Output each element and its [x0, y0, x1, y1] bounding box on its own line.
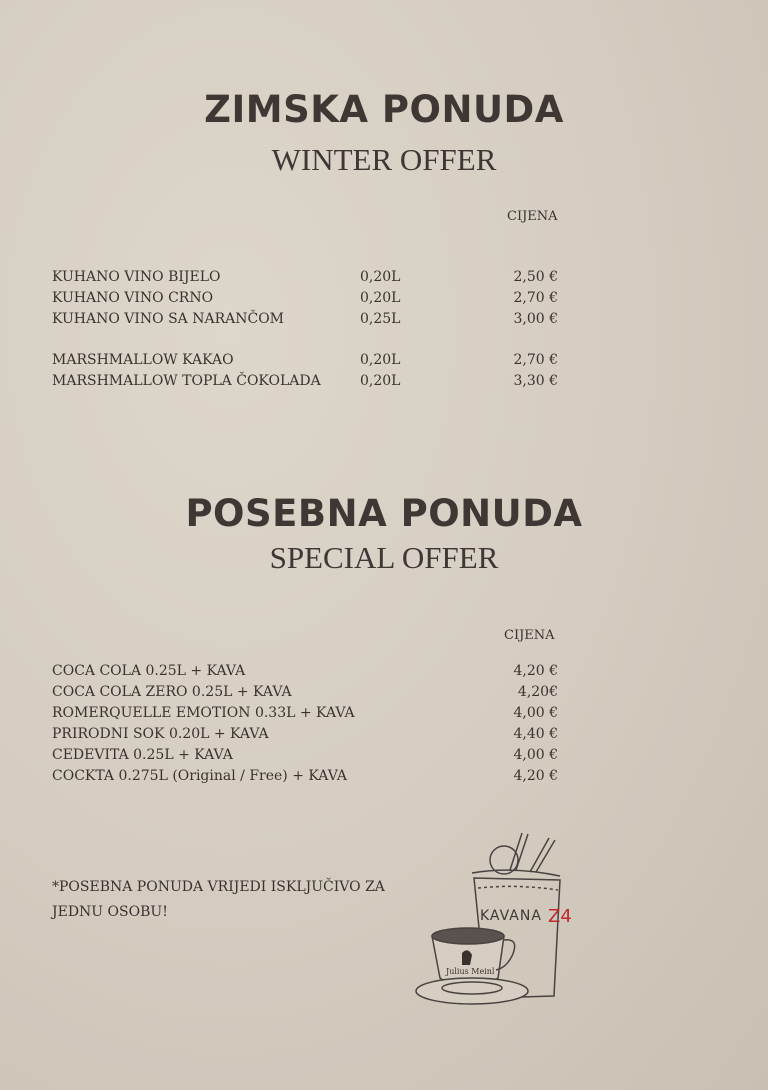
item-price: 3,30 € [513, 373, 558, 389]
menu-row [52, 747, 562, 768]
item-price: 2,50 € [513, 269, 558, 285]
special-subtitle: SPECIAL OFFER [269, 540, 499, 575]
note-line-2: JEDNU OSOBU! [52, 904, 168, 920]
winter-subtitle: WINTER OFFER [271, 142, 497, 177]
coffee-cup-icon [416, 928, 528, 1004]
item-name: CEDEVITA 0.25L + KAVA [52, 747, 233, 763]
menu-row [52, 726, 562, 747]
item-volume: 0,20L [360, 373, 401, 389]
special-note [52, 875, 385, 925]
item-price: 4,40 € [513, 726, 558, 742]
item-name: MARSHMALLOW KAKAO [52, 352, 234, 368]
item-volume: 0,20L [360, 269, 401, 285]
item-price: 2,70 € [513, 352, 558, 368]
winter-title: ZIMSKA PONUDA [204, 88, 564, 131]
winter-price-header: CIJENA [507, 209, 558, 224]
item-price: 4,20 € [513, 663, 558, 679]
item-name: COCA COLA 0.25L + KAVA [52, 663, 246, 679]
item-name: ROMERQUELLE EMOTION 0.33L + KAVA [52, 705, 355, 721]
item-name: KUHANO VINO CRNO [52, 290, 214, 306]
menu-row [52, 269, 562, 290]
item-price: 2,70 € [513, 290, 558, 306]
item-price: 3,00 € [513, 311, 558, 327]
menu-row [52, 290, 562, 311]
menu-row [52, 663, 562, 684]
cafe-logo-illustration [412, 828, 572, 1008]
menu-row [52, 768, 562, 789]
special-title: POSEBNA PONUDA [185, 492, 583, 535]
cup-brand-text: Julius Meinl [446, 967, 495, 976]
item-price: 4,20 € [513, 768, 558, 784]
note-line-1: *POSEBNA PONUDA VRIJEDI ISKLJUČIVO ZA [52, 879, 385, 895]
menu-row [52, 352, 562, 373]
item-name: PRIRODNI SOK 0.20L + KAVA [52, 726, 269, 742]
menu-row [52, 684, 562, 705]
menu-row [52, 373, 562, 394]
menu-row [52, 705, 562, 726]
item-name: COCA COLA ZERO 0.25L + KAVA [52, 684, 292, 700]
item-volume: 0,20L [360, 290, 401, 306]
item-name: COCKTA 0.275L (Original / Free) + KAVA [52, 768, 347, 784]
item-volume: 0,20L [360, 352, 401, 368]
item-price: 4,00 € [513, 705, 558, 721]
item-price: 4,00 € [513, 747, 558, 763]
menu-row [52, 311, 562, 332]
logo-brand-text: KAVANA [480, 908, 542, 924]
item-volume: 0,25L [360, 311, 401, 327]
logo-mark-text: Z4 [548, 906, 572, 927]
special-price-header: CIJENA [504, 628, 555, 643]
item-name: KUHANO VINO BIJELO [52, 269, 221, 285]
item-name: MARSHMALLOW TOPLA ČOKOLADA [52, 373, 321, 389]
item-price: 4,20€ [517, 684, 558, 700]
item-name: KUHANO VINO SA NARANČOM [52, 311, 285, 327]
